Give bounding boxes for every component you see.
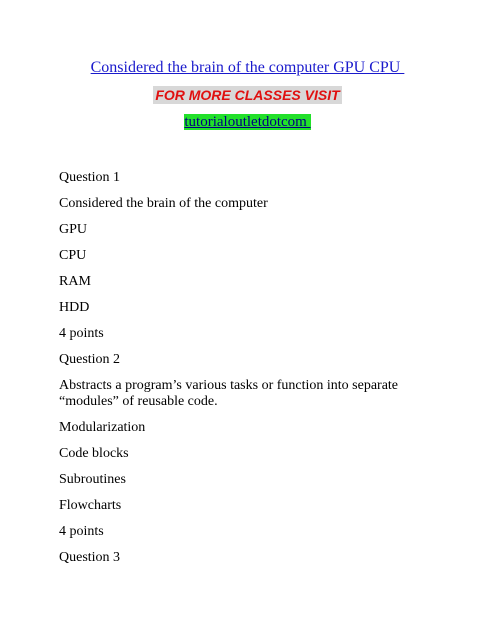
site-link-container [0, 113, 495, 132]
site-link[interactable]: tutorialoutletdotcom [184, 114, 311, 130]
question-content [59, 170, 459, 576]
answer-option: Modularization [59, 420, 146, 435]
answer-option: Flowcharts [59, 498, 122, 513]
question-heading: Question 3 [59, 550, 121, 565]
question-text: Considered the brain of the computer [59, 196, 268, 211]
answer-option: RAM [59, 274, 91, 289]
title-link[interactable]: Considered the brain of the computer GPU CPU [90, 59, 405, 76]
promo-banner-text: FOR MORE CLASSES VISIT [155, 87, 340, 103]
answer-option: CPU [59, 248, 87, 263]
document-title [0, 58, 495, 78]
answer-option: Code blocks [59, 446, 129, 461]
question-heading: Question 1 [59, 170, 121, 185]
answer-option: HDD [59, 300, 90, 315]
points-label: 4 points [59, 524, 104, 539]
answer-option: GPU [59, 222, 88, 237]
question-text: Abstracts a program’s various tasks or function into separate “modules” of reusable code. [59, 378, 399, 409]
promo-banner [0, 86, 495, 104]
answer-option: Subroutines [59, 472, 126, 487]
points-label: 4 points [59, 326, 104, 341]
question-heading: Question 2 [59, 352, 121, 367]
